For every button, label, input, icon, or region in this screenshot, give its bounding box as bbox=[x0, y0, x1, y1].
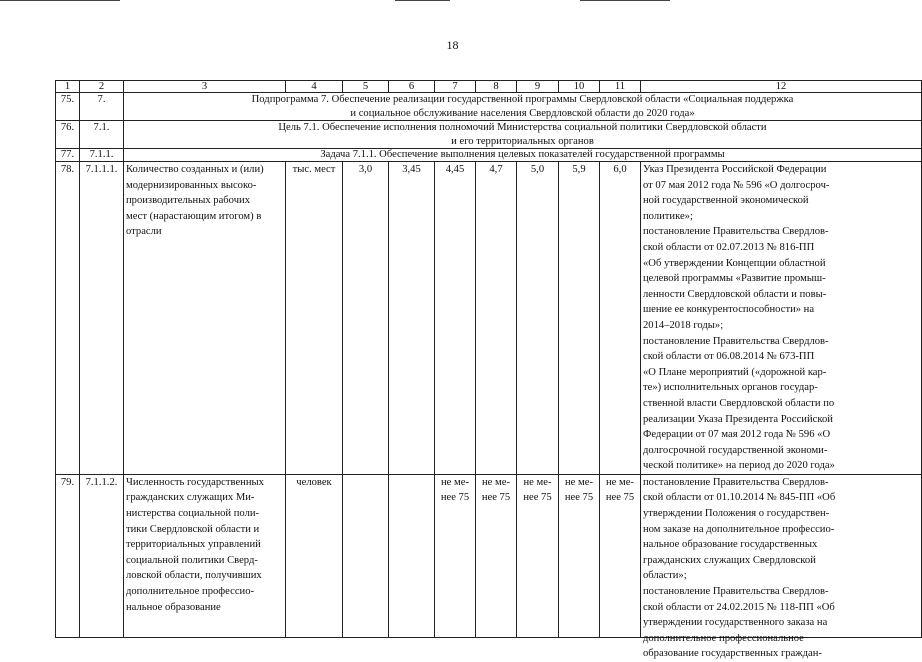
text-line: ленности Свердловской области и повы- bbox=[643, 288, 827, 300]
text-line: постановление Правительства Свердлов- bbox=[643, 226, 829, 238]
text-line: нистерства социальной поли- bbox=[126, 508, 260, 520]
text-line: реализации Указа Президента Российской bbox=[643, 413, 833, 425]
section-title-line: и его территориальных органов bbox=[451, 135, 594, 147]
text-line: ческой политике» на период до 2020 года» bbox=[643, 460, 835, 472]
indicator-row bbox=[56, 474, 922, 637]
header-cell: 6 bbox=[389, 81, 435, 93]
text-line: образование государственных граждан- bbox=[643, 648, 822, 660]
value-cell: 3,0 bbox=[343, 162, 389, 475]
section-title-line: и социальное обслуживание населения Свердловской области до 2020 года» bbox=[350, 107, 695, 119]
row-number: 76. bbox=[56, 121, 80, 149]
text-line: «О Плане мероприятий («дорожной кар- bbox=[643, 366, 827, 378]
text-line: «Об утверждении Концепции областной bbox=[643, 257, 826, 269]
text-line: ном заказе на дополнительное профессио- bbox=[643, 523, 835, 535]
text-line: утверждении Положения о государствен- bbox=[643, 508, 830, 520]
value-cell: 3,45 bbox=[389, 162, 435, 475]
section-title-line: Подпрограмма 7. Обеспечение реализации государственной программы Свердловской области «Социальная поддержка bbox=[251, 94, 794, 105]
text-line: ской области от 24.02.2015 № 118-ПП «Об bbox=[643, 601, 835, 613]
text-line: модернизированных высоко- bbox=[126, 179, 257, 191]
value-cell: 5,0 bbox=[517, 162, 559, 475]
text-line: постановление Правительства Свердлов- bbox=[643, 335, 829, 347]
header-cell: 12 bbox=[641, 81, 922, 93]
value-cell bbox=[343, 474, 389, 637]
value-cell: 4,7 bbox=[476, 162, 517, 475]
section-title bbox=[124, 121, 922, 149]
text-line: ственной власти Свердловской области по bbox=[643, 397, 835, 409]
text-line: отрасли bbox=[126, 226, 162, 238]
value-cell: не ме- нее 75 bbox=[559, 474, 600, 637]
text-line: ской области от 02.07.2013 № 816-ПП bbox=[643, 241, 815, 253]
header-cell: 3 bbox=[124, 81, 286, 93]
indicator-name bbox=[124, 474, 286, 637]
row-number: 77. bbox=[56, 149, 80, 162]
section-row-subprogram bbox=[56, 93, 922, 121]
row-code: 7.1. bbox=[80, 121, 124, 149]
header-cell: 9 bbox=[517, 81, 559, 93]
value-cell: не ме- нее 75 bbox=[435, 474, 476, 637]
text-line: нальное образование государственных bbox=[643, 539, 818, 551]
header-cell: 11 bbox=[600, 81, 641, 93]
value-cell: 6,0 bbox=[600, 162, 641, 475]
header-cell: 4 bbox=[286, 81, 343, 93]
header-cell: 8 bbox=[476, 81, 517, 93]
value-cell: 5,9 bbox=[559, 162, 600, 475]
text-line: нальное образование bbox=[126, 601, 221, 613]
text-line: Количество созданных и (или) bbox=[126, 164, 264, 175]
top-rule-right bbox=[580, 0, 670, 1]
header-cell: 5 bbox=[343, 81, 389, 93]
text-line: дополнительное профессио- bbox=[126, 586, 255, 598]
text-line: социальной политики Сверд- bbox=[126, 554, 258, 566]
value-cell: не ме- нее 75 bbox=[517, 474, 559, 637]
text-line: политике»; bbox=[643, 210, 693, 222]
text-line: Федерации от 07 мая 2012 года № 596 «О bbox=[643, 429, 831, 441]
value-cell: не ме- нее 75 bbox=[600, 474, 641, 637]
text-line: гражданских служащих Свердловской bbox=[643, 554, 816, 566]
section-row-task bbox=[56, 149, 922, 162]
header-cell: 2 bbox=[80, 81, 124, 93]
text-line: ловской области, получивших bbox=[126, 570, 262, 582]
column-number-row bbox=[56, 81, 922, 93]
top-rule-left bbox=[0, 0, 120, 1]
value-cell bbox=[389, 474, 435, 637]
top-rule-center bbox=[395, 0, 450, 1]
section-title-line: Цель 7.1. Обеспечение исполнения полномочий Министерства социальной политики Свердловской области bbox=[278, 122, 767, 133]
text-line: утверждении государственного заказа на bbox=[643, 617, 828, 629]
value-cell: 4,45 bbox=[435, 162, 476, 475]
unit-cell: тыс. мест bbox=[286, 162, 343, 475]
page-number: 18 bbox=[446, 38, 459, 52]
indicator-name bbox=[124, 162, 286, 475]
text-line: ской области от 01.10.2014 № 845-ПП «Об bbox=[643, 492, 836, 504]
legal-basis bbox=[641, 162, 922, 475]
text-line: ной государственной экономической bbox=[643, 195, 809, 207]
text-line: Указ Президента Российской Федерации bbox=[643, 164, 827, 175]
section-row-goal bbox=[56, 121, 922, 149]
section-title bbox=[124, 93, 922, 121]
row-code: 7. bbox=[80, 93, 124, 121]
row-code: 7.1.1. bbox=[80, 149, 124, 162]
text-line: территориальных управлений bbox=[126, 539, 261, 551]
text-line: постановление Правительства Свердлов- bbox=[643, 586, 829, 598]
row-code: 7.1.1.2. bbox=[80, 474, 124, 637]
indicator-table bbox=[55, 80, 922, 660]
row-number: 75. bbox=[56, 93, 80, 121]
legal-basis-clip bbox=[643, 475, 919, 660]
row-number: 78. bbox=[56, 162, 80, 475]
text-line: дополнительное профессиональное bbox=[643, 632, 804, 644]
text-line: целевой программы «Развитие промыш- bbox=[643, 273, 826, 285]
text-line: производительных рабочих bbox=[126, 195, 250, 207]
text-line: тики Свердловской области и bbox=[126, 523, 260, 535]
header-cell: 10 bbox=[559, 81, 600, 93]
text-line: Численность государственных bbox=[126, 476, 264, 488]
section-title: Задача 7.1.1. Обеспечение выполнения целевых показателей государственной программы bbox=[124, 149, 922, 162]
text-line: те») исполнительных органов государ- bbox=[643, 382, 818, 394]
row-number: 79. bbox=[56, 474, 80, 637]
row-code: 7.1.1.1. bbox=[80, 162, 124, 475]
text-line: 2014–2018 годы»; bbox=[643, 319, 724, 331]
text-line: шение ее конкурентоспособности» на bbox=[643, 304, 815, 316]
text-line: от 07 мая 2012 года № 596 «О долгосроч- bbox=[643, 179, 830, 191]
text-line: гражданских служащих Ми- bbox=[126, 492, 255, 504]
indicator-row bbox=[56, 162, 922, 475]
header-cell: 1 bbox=[56, 81, 80, 93]
text-line: области»; bbox=[643, 570, 687, 582]
unit-cell: человек bbox=[286, 474, 343, 637]
text-line: мест (нарастающим итогом) в bbox=[126, 210, 262, 222]
header-cell: 7 bbox=[435, 81, 476, 93]
text-line: долгосрочной государственной экономи- bbox=[643, 444, 828, 456]
text-line: ской области от 06.08.2014 № 673-ПП bbox=[643, 351, 815, 363]
legal-basis bbox=[641, 474, 922, 660]
value-cell: не ме- нее 75 bbox=[476, 474, 517, 637]
text-line: постановление Правительства Свердлов- bbox=[643, 476, 829, 488]
